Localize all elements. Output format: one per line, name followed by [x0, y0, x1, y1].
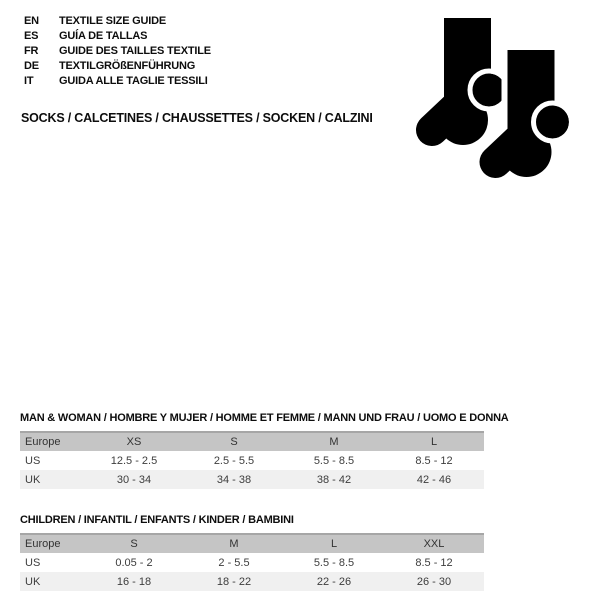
sock-1: [432, 18, 508, 145]
column-header: L: [430, 436, 438, 448]
table-row: [20, 572, 484, 591]
socks-icon: [405, 12, 577, 184]
table-row: [20, 470, 484, 489]
size-value-cell: 42 - 46: [416, 473, 452, 486]
column-header: XS: [126, 436, 142, 448]
size-value-cell: 34 - 38: [216, 473, 252, 486]
language-row: [24, 13, 211, 28]
size-value-cell: 2 - 5.5: [218, 556, 250, 569]
row-label: UK: [25, 575, 41, 588]
language-code: IT: [24, 74, 34, 87]
size-value-cell: 0.05 - 2: [115, 556, 153, 569]
size-table-man-woman: [20, 431, 484, 489]
language-code: ES: [24, 29, 39, 42]
column-header: Europe: [25, 436, 61, 448]
size-value-cell: 5.5 - 8.5: [313, 454, 355, 467]
column-header: M: [329, 436, 339, 448]
language-code: EN: [24, 14, 39, 27]
language-row: [24, 73, 211, 88]
column-header: S: [230, 436, 238, 448]
language-label: GUÍA DE TALLAS: [59, 29, 148, 42]
size-table-section-man-woman: [20, 412, 509, 489]
size-value-cell: 8.5 - 12: [415, 556, 453, 569]
language-row: [24, 43, 211, 58]
language-row: [24, 28, 211, 43]
column-header: XXL: [423, 538, 445, 550]
column-header: L: [330, 538, 338, 550]
size-value-cell: 12.5 - 2.5: [110, 454, 158, 467]
size-value-cell: 30 - 34: [116, 473, 152, 486]
language-label: TEXTILE SIZE GUIDE: [59, 14, 167, 27]
size-value-cell: 16 - 18: [116, 575, 152, 588]
size-table-children: [20, 533, 484, 591]
row-label: US: [25, 556, 41, 569]
language-legend: [24, 13, 211, 88]
table-row: [20, 553, 484, 572]
language-code: FR: [24, 44, 39, 57]
table-header-row: [20, 534, 484, 553]
size-value-cell: 22 - 26: [316, 575, 352, 588]
column-header: Europe: [25, 538, 61, 550]
column-header: S: [130, 538, 138, 550]
row-label: US: [25, 454, 41, 467]
table-header-row: [20, 432, 484, 451]
category-heading: SOCKS / CALCETINES / CHAUSSETTES / SOCKEN / CALZINI: [21, 111, 373, 125]
size-value-cell: 26 - 30: [416, 575, 452, 588]
language-row: [24, 58, 211, 73]
table-title: MAN & WOMAN / HOMBRE Y MUJER / HOMME ET FEMME / MANN UND FRAU / UOMO E DONNA: [20, 412, 509, 424]
column-header: M: [229, 538, 239, 550]
table-title: CHILDREN / INFANTIL / ENFANTS / KINDER / BAMBINI: [20, 514, 294, 526]
language-label: GUIDA ALLE TAGLIE TESSILI: [59, 74, 208, 87]
language-label: TEXTILGRÖßENFÜHRUNG: [59, 59, 196, 72]
language-code: DE: [24, 59, 39, 72]
size-value-cell: 5.5 - 8.5: [313, 556, 355, 569]
size-value-cell: 8.5 - 12: [415, 454, 453, 467]
size-value-cell: 18 - 22: [216, 575, 252, 588]
size-value-cell: 2.5 - 5.5: [213, 454, 255, 467]
row-label: UK: [25, 473, 41, 486]
language-label: GUIDE DES TAILLES TEXTILE: [59, 44, 211, 57]
size-table-section-children: [20, 514, 484, 591]
table-row: [20, 451, 484, 470]
size-value-cell: 38 - 42: [316, 473, 352, 486]
